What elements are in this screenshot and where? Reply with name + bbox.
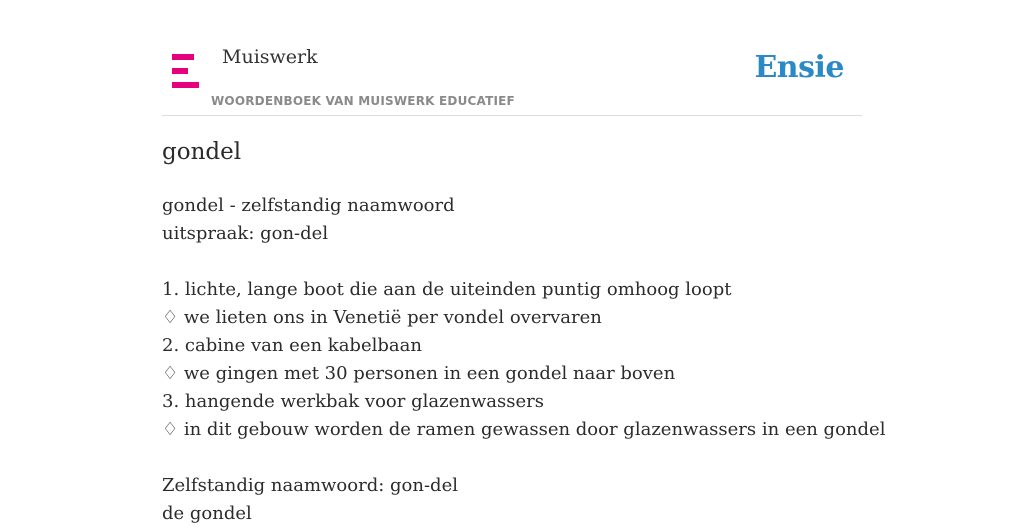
- page: [162, 0, 886, 524]
- ensie-logo-link[interactable]: Ensie: [754, 50, 844, 85]
- grammar-heading: Zelfstandig naamwoord: gon-del: [162, 475, 458, 496]
- pronunciation-line: uitspraak: gon-del: [162, 223, 329, 244]
- brand-name-link[interactable]: Muiswerk: [222, 46, 318, 68]
- sense-definition: 3. hangende werkbak voor glazenwassers: [162, 391, 544, 412]
- sense-example: ♢ we lieten ons in Venetië per vondel overvaren: [162, 307, 602, 328]
- muiswerk-logo-icon[interactable]: [172, 54, 200, 88]
- spacer: [162, 248, 862, 276]
- site-header: [162, 0, 862, 116]
- sense-example: ♢ in dit gebouw worden de ramen gewassen door glazenwassers in een gondel: [162, 419, 886, 440]
- grammar-line: de gondel: [162, 503, 252, 524]
- brand-subtitle: WOORDENBOEK VAN MUISWERK EDUCATIEF: [211, 94, 515, 108]
- logo-bar-top: [172, 54, 194, 60]
- logo-bar-bottom: [172, 82, 199, 88]
- part-of-speech-line: gondel - zelfstandig naamwoord: [162, 195, 455, 216]
- sense-example: ♢ we gingen met 30 personen in een gondel naar boven: [162, 363, 676, 384]
- page-title: gondel: [162, 139, 242, 165]
- logo-bar-middle: [172, 68, 188, 74]
- sense-definition: 2. cabine van een kabelbaan: [162, 335, 422, 356]
- sense-definition: 1. lichte, lange boot die aan de uiteinden puntig omhoog loopt: [162, 279, 732, 300]
- entry-content: [162, 192, 886, 528]
- spacer: [162, 444, 862, 472]
